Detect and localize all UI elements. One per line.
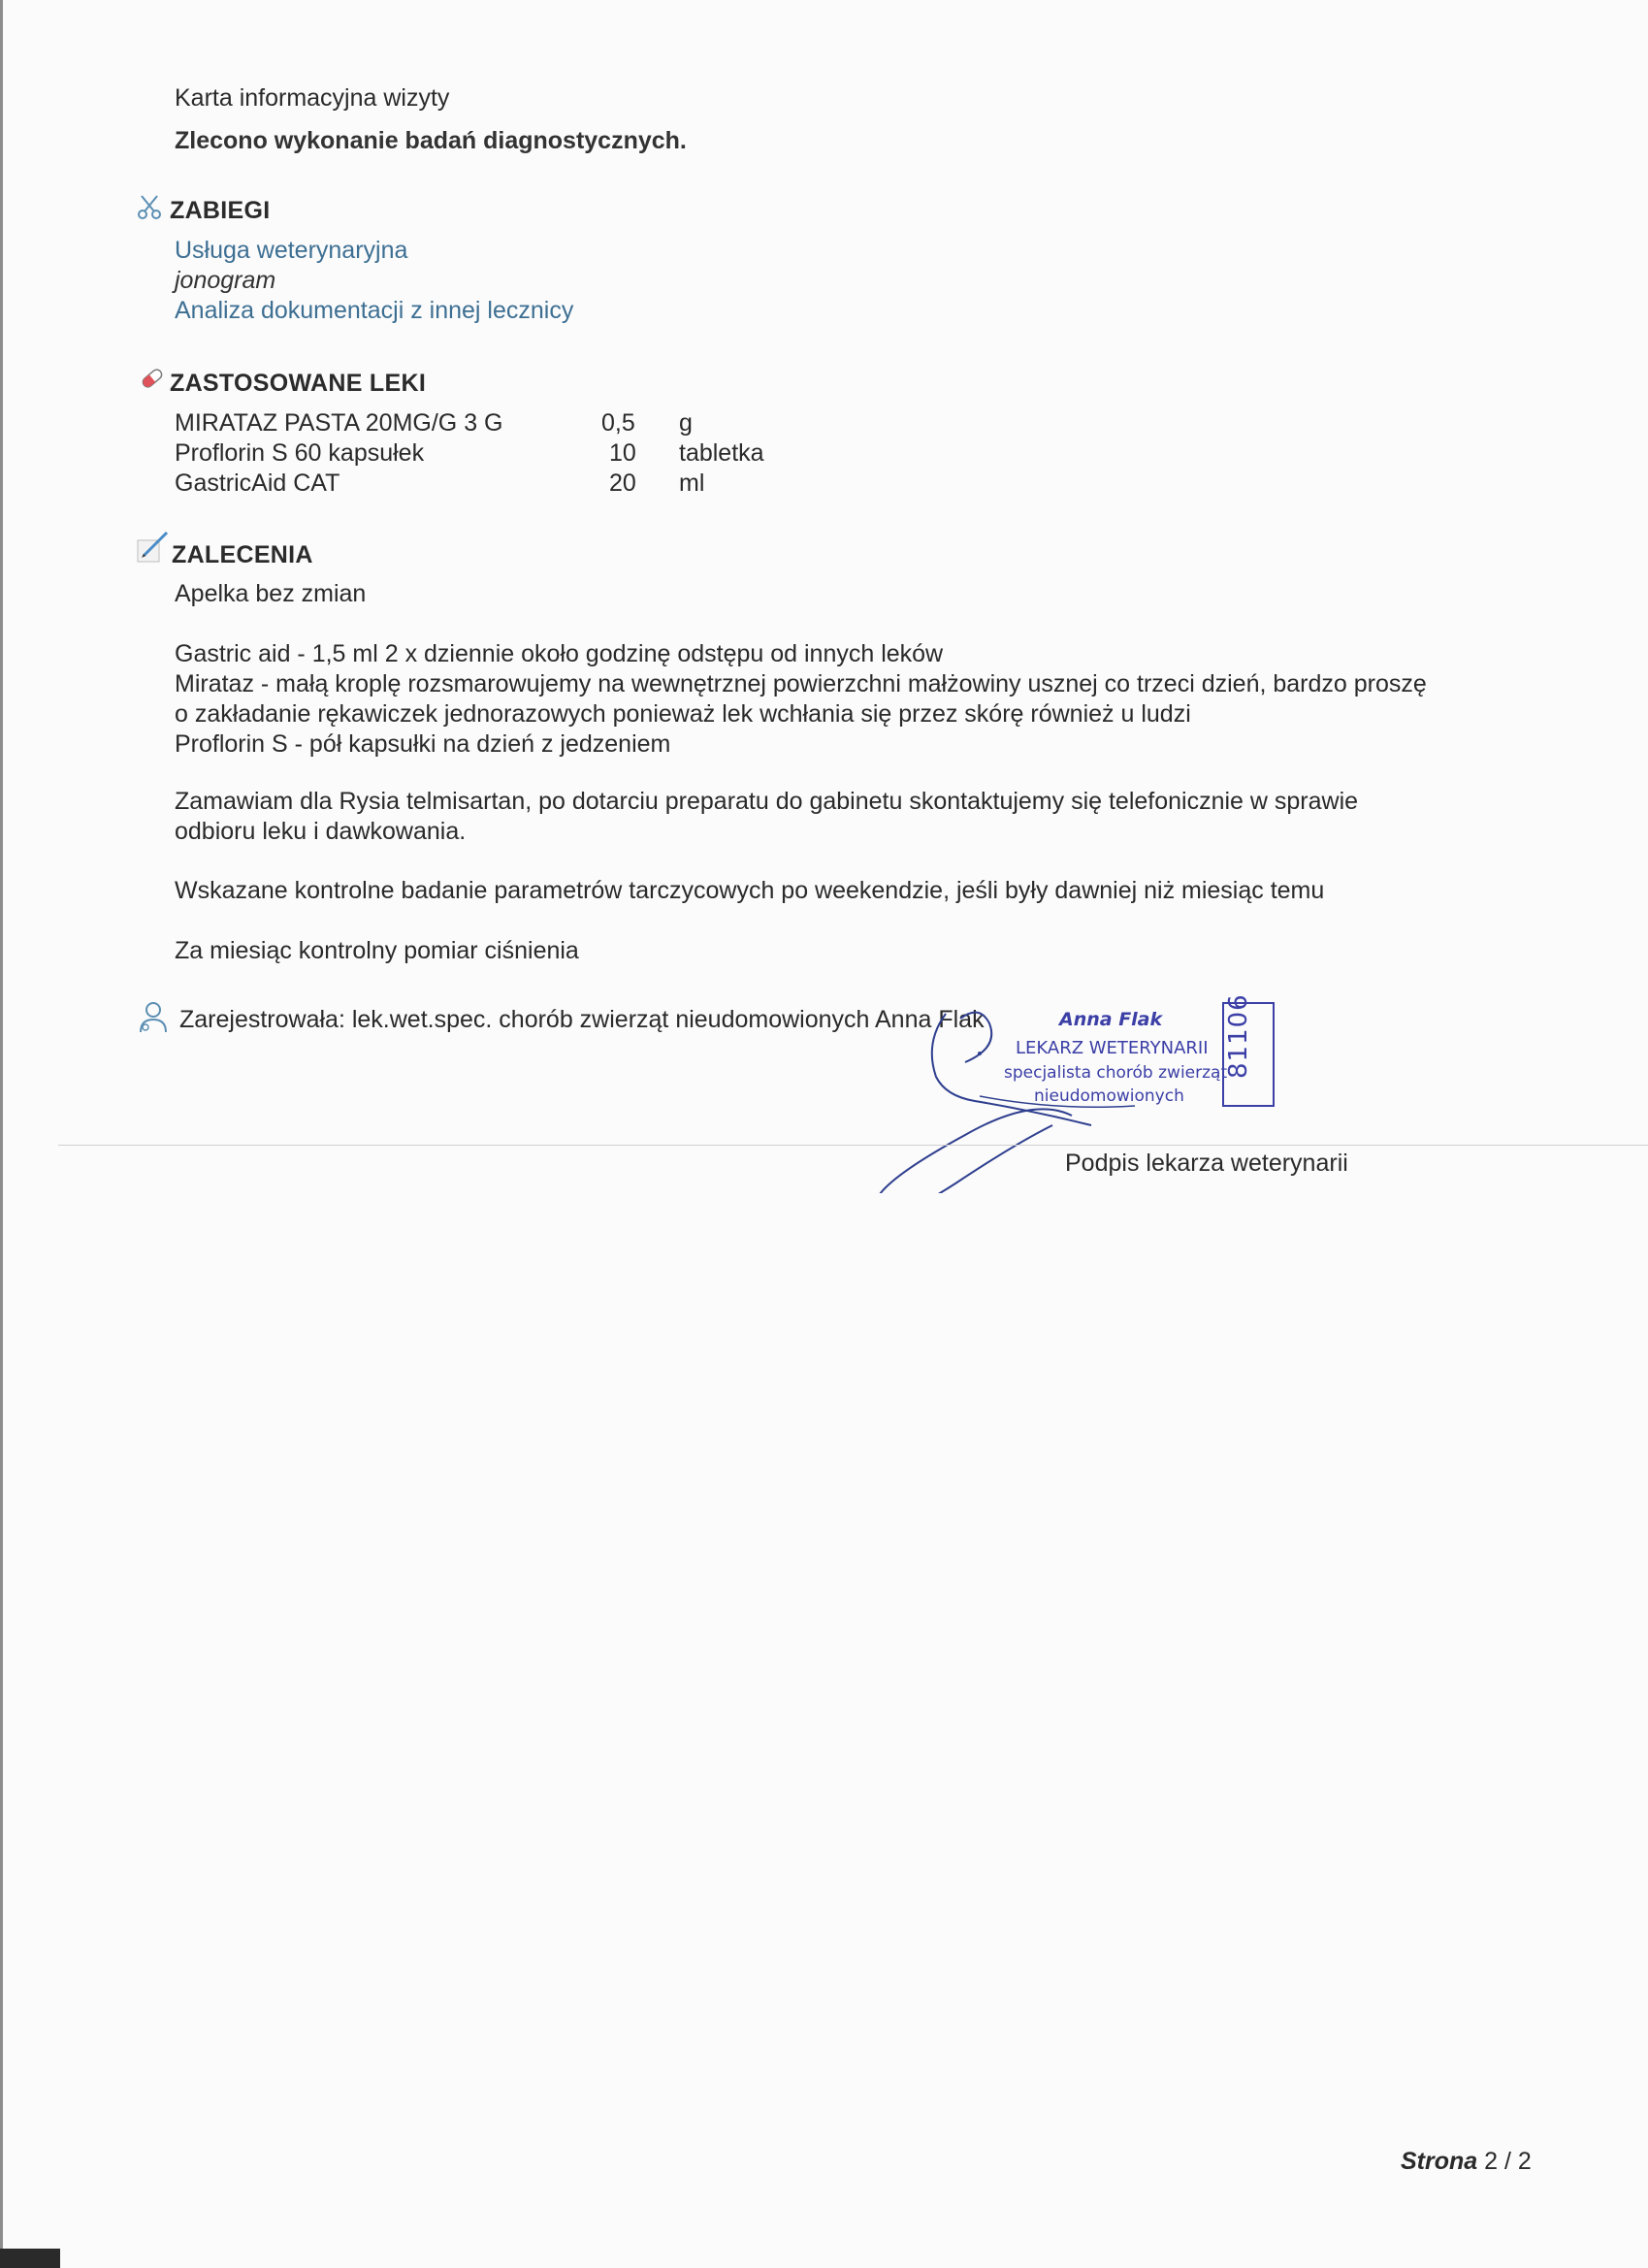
recommendation-line: Apelka bez zmian <box>175 580 367 607</box>
leki-heading: ZASTOSOWANE LEKI <box>170 370 427 397</box>
recommendation-line: Proflorin S - pół kapsułki na dzień z jedzeniem <box>175 730 671 758</box>
scan-left-edge <box>0 0 3 2268</box>
recommendation-line: Zamawiam dla Rysia telmisartan, po dotarciu preparatu do gabinetu skontaktujemy się telefonicznie w sprawie <box>175 788 1359 815</box>
zabiegi-item: jonogram <box>175 267 276 294</box>
page-indicator <box>1401 2148 1532 2176</box>
scissors-icon <box>136 193 165 222</box>
stamp-number: 81106 <box>1224 993 1253 1079</box>
page-total: / 2 <box>1504 2148 1532 2175</box>
recommendation-line: Gastric aid - 1,5 ml 2 x dziennie około godzinę odstępu od innych leków <box>175 640 944 667</box>
zabiegi-item: Analiza dokumentacji z innej lecznicy <box>175 297 574 324</box>
document-subtitle: Zlecono wykonanie badań diagnostycznych. <box>175 127 687 154</box>
recommendation-line: Mirataz - małą kroplę rozsmarowujemy na wewnętrznej powierzchni małżowiny usznej co trzeci dzień, bardzo proszę <box>175 670 1427 697</box>
scan-corner-mark <box>0 2249 60 2268</box>
stamp-line: LEKARZ WETERYNARII <box>1016 1038 1209 1058</box>
signature-line <box>58 1145 1648 1146</box>
document-title: Karta informacyjna wizyty <box>175 84 450 112</box>
stamp-line: nieudomowionych <box>1034 1086 1184 1106</box>
medication-quantity: 0,5 <box>601 409 635 437</box>
zabiegi-heading: ZABIEGI <box>170 197 271 224</box>
stamp-name: Anna Flak <box>1059 1009 1163 1030</box>
page-current: 2 <box>1484 2148 1499 2175</box>
doctor-icon <box>136 1000 171 1035</box>
medication-unit: ml <box>679 470 705 497</box>
medication-name: MIRATAZ PASTA 20MG/G 3 G <box>175 409 503 437</box>
medication-unit: g <box>679 409 693 437</box>
zabiegi-item: Usługa weterynaryjna <box>175 237 408 264</box>
registered-by: Zarejestrowała: lek.wet.spec. chorób zwierząt nieudomowionych Anna Flak <box>179 1006 985 1033</box>
pencil-icon <box>136 529 171 564</box>
medication-quantity: 20 <box>609 470 636 497</box>
pill-icon <box>136 362 169 395</box>
page-label: Strona <box>1401 2148 1478 2175</box>
medication-quantity: 10 <box>609 439 636 467</box>
medication-name: Proflorin S 60 kapsułek <box>175 439 425 467</box>
recommendation-line: odbioru leku i dawkowania. <box>175 818 467 845</box>
signature-label: Podpis lekarza weterynarii <box>1065 1150 1348 1177</box>
medication-unit: tabletka <box>679 439 764 467</box>
recommendation-line: Za miesiąc kontrolny pomiar ciśnienia <box>175 937 579 964</box>
medication-name: GastricAid CAT <box>175 470 340 497</box>
zalecenia-heading: ZALECENIA <box>172 541 313 568</box>
stamp-line: specjalista chorób zwierząt <box>1004 1063 1228 1083</box>
recommendation-line: Wskazane kontrolne badanie parametrów tarczycowych po weekendzie, jeśli były dawniej niż miesiąc temu <box>175 877 1325 904</box>
recommendation-line: o zakładanie rękawiczek jednorazowych ponieważ lek wchłania się przez skórę również u ludzi <box>175 700 1191 728</box>
